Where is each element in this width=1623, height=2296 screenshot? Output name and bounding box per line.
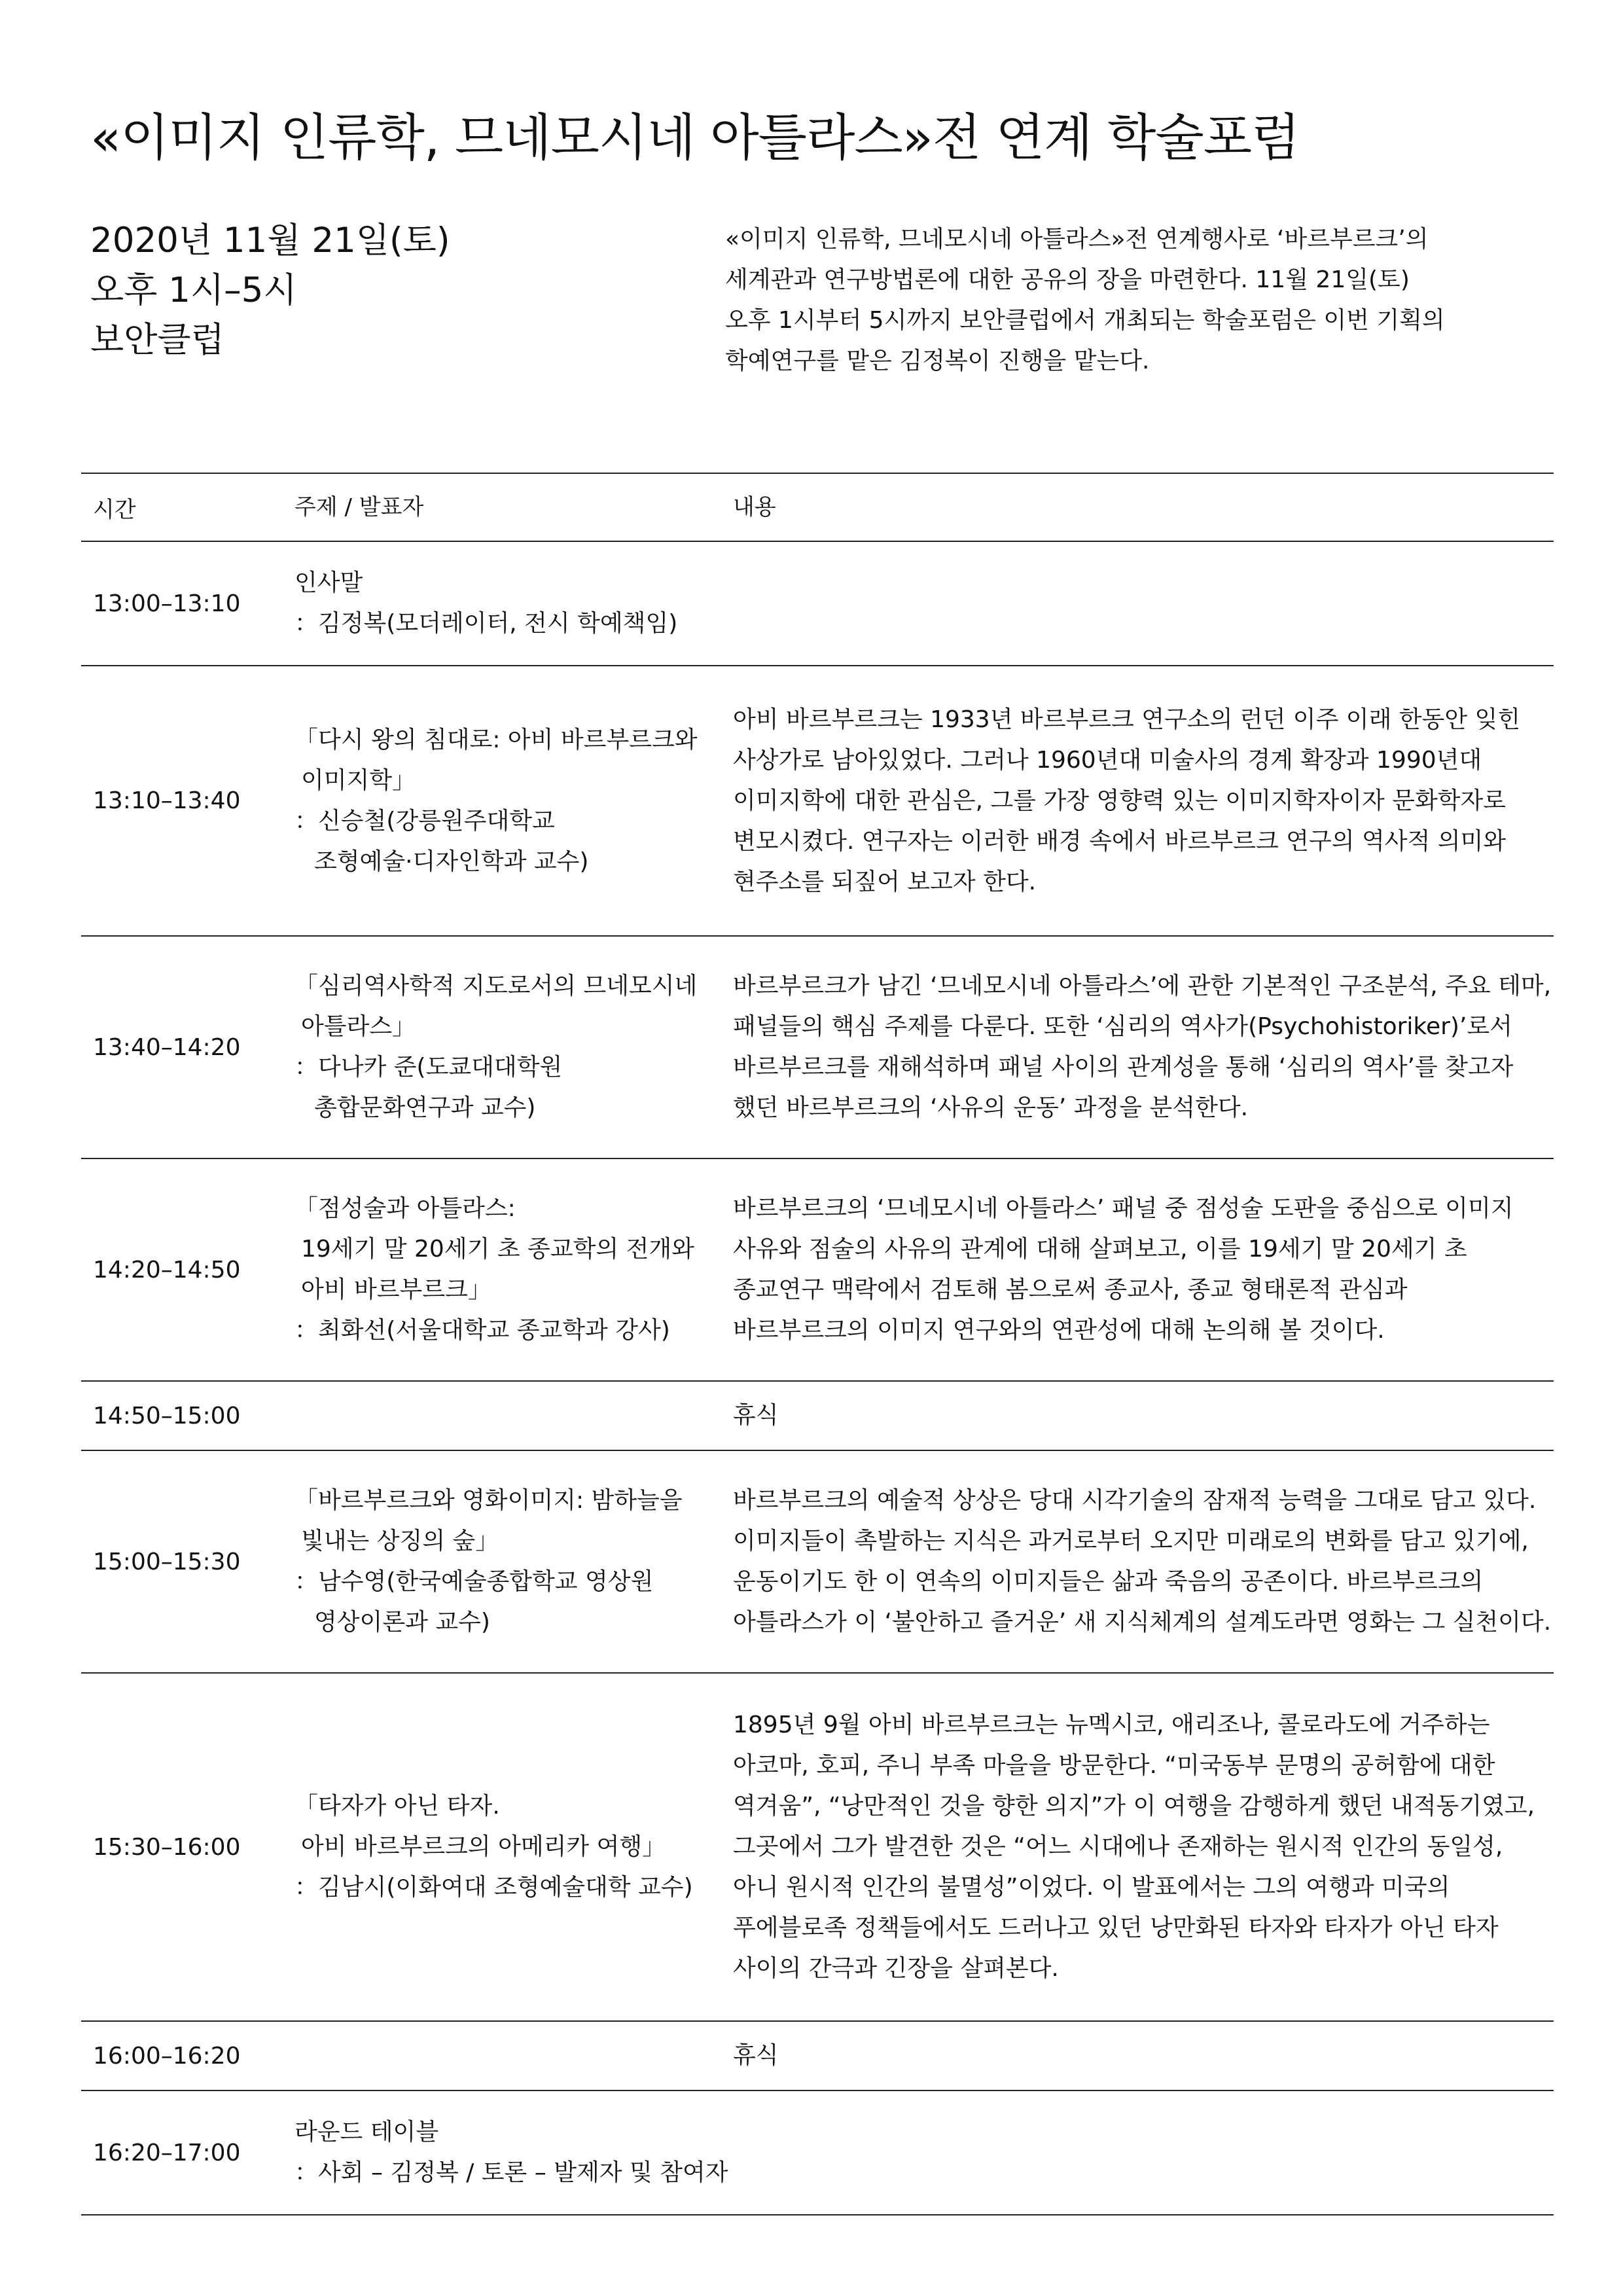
topic-title: 아비 바르부르크의 아메리카 여행」 xyxy=(301,1833,666,1860)
row-topic xyxy=(294,2112,733,2193)
header-content: 내용 xyxy=(733,494,776,520)
content-line: 아코마, 호피, 주니 부족 마을을 방문한다. “미국동부 문명의 공허함에 대한 xyxy=(733,1752,1495,1779)
topic-title: 라운드 테이블 xyxy=(294,2119,439,2145)
row-topic xyxy=(294,1480,733,1643)
page-title: «이미지 인류학, 므네모시네 아틀라스»전 연계 학술포럼 xyxy=(90,109,1300,168)
intro-line: 오후 1시부터 5시까지 보안클럽에서 개최되는 학술포럼은 이번 기획의 xyxy=(725,307,1445,334)
row-time: 16:00–16:20 xyxy=(93,2042,241,2070)
topic-speaker: 총합문화연구과 교수) xyxy=(314,1094,536,1121)
content-line: 현주소를 되짚어 보고자 한다. xyxy=(733,868,1037,895)
content-line: 사이의 간극과 긴장을 살펴본다. xyxy=(733,1955,1059,1982)
content-line: 아니 원시적 인간의 불멸성”이었다. 이 발표에서는 그의 여행과 미국의 xyxy=(733,1874,1450,1901)
schedule-row xyxy=(81,937,1554,1159)
intro-line: 학예연구를 맡은 김정복이 진행을 맡는다. xyxy=(725,348,1150,374)
content-line: 아틀라스가 이 ‘불안하고 즐거운’ 새 지식체계의 설계도라면 영화는 그 실천이다. xyxy=(733,1609,1552,1636)
schedule-row xyxy=(81,1159,1554,1382)
event-date: 2020년 11월 21일(토) xyxy=(90,221,450,260)
row-topic xyxy=(294,720,733,882)
row-topic xyxy=(294,966,733,1128)
content-line: 바르부르크의 ‘므네모시네 아틀라스’ 패널 중 점성술 도판을 중심으로 이미지 xyxy=(733,1195,1514,1222)
content-line: 푸에블로족 정책들에서도 드러나고 있던 낭만화된 타자와 타자가 아닌 타자 xyxy=(733,1914,1499,1941)
topic-speaker: 영상이론과 교수) xyxy=(314,1609,490,1636)
topic-title: 인사말 xyxy=(294,569,363,596)
topic-title: 19세기 말 20세기 초 종교학의 전개와 xyxy=(301,1236,694,1263)
content-line: 사상가로 남아있었다. 그러나 1960년대 미술사의 경계 확장과 1990년대 xyxy=(733,746,1482,774)
row-content xyxy=(733,1705,1554,1989)
content-line: 아비 바르부르크는 1933년 바르부르크 연구소의 런던 이주 이래 한동안 잊힌 xyxy=(733,706,1521,733)
schedule-row xyxy=(81,2091,1554,2215)
content-line: 바르부르크가 남긴 ‘므네모시네 아틀라스’에 관한 기본적인 구조분석, 주요 테마, xyxy=(733,973,1552,999)
row-time: 13:40–14:20 xyxy=(93,1033,241,1061)
schedule-header-row xyxy=(81,474,1554,542)
topic-speaker: 조형예술·디자인학과 교수) xyxy=(314,848,589,875)
topic-speaker: ：남수영(한국예술종합학교 영상원 xyxy=(294,1568,654,1595)
row-content xyxy=(733,700,1554,903)
content-line: 바르부르크의 이미지 연구와의 연관성에 대해 논의해 볼 것이다. xyxy=(733,1317,1385,1344)
topic-speaker: ：신승철(강릉원주대학교 xyxy=(294,807,555,834)
row-time: 15:30–16:00 xyxy=(93,1833,241,1861)
topic-title: 「바르부르크와 영화이미지: 밤하늘을 xyxy=(294,1487,683,1514)
content-line: 역겨움”, “낭만적인 것을 향한 의지”가 이 여행을 감행하게 했던 내적동기였고, xyxy=(733,1793,1535,1820)
row-content xyxy=(733,2036,1554,2076)
header-time: 시간 xyxy=(93,496,136,523)
schedule-row xyxy=(81,666,1554,937)
row-time: 16:20–17:00 xyxy=(93,2139,241,2166)
topic-speaker: ：김정복(모더레이터, 전시 학예책임) xyxy=(294,610,678,637)
topic-title: 「심리역사학적 지도로서의 므네모시네 xyxy=(294,973,698,999)
schedule-row xyxy=(81,2022,1554,2091)
intro-line: 세계관과 연구방법론에 대한 공유의 장을 마련한다. 11월 21일(토) xyxy=(725,266,1410,293)
event-venue: 보안클럽 xyxy=(90,320,224,360)
row-time: 13:10–13:40 xyxy=(93,787,241,814)
schedule-row xyxy=(81,1451,1554,1674)
header-topic: 주제 / 발표자 xyxy=(294,494,424,520)
row-time: 14:50–15:00 xyxy=(93,1402,241,1429)
schedule-table xyxy=(81,473,1554,2215)
schedule-row xyxy=(81,1382,1554,1451)
row-time: 15:00–15:30 xyxy=(93,1548,241,1575)
content-line: 1895년 9월 아비 바르부르크는 뉴멕시코, 애리조나, 콜로라도에 거주하는 xyxy=(733,1712,1490,1738)
row-topic xyxy=(294,1786,733,1908)
event-time: 오후 1시–5시 xyxy=(90,270,297,310)
event-info xyxy=(90,216,679,365)
row-content xyxy=(733,1395,1554,1436)
content-line: 종교연구 맥락에서 검토해 봄으로써 종교사, 종교 형태론적 관심과 xyxy=(733,1276,1408,1303)
row-topic xyxy=(294,563,733,644)
content-line: 사유와 점술의 사유의 관계에 대해 살펴보고, 이를 19세기 말 20세기 초 xyxy=(733,1236,1467,1263)
content-line: 운동이기도 한 이 연속의 이미지들은 삶과 죽음의 공존이다. 바르부르크의 xyxy=(733,1568,1484,1595)
intro-paragraph xyxy=(725,219,1569,382)
content-line: 그곳에서 그가 발견한 것은 “어느 시대에나 존재하는 원시적 인간의 동일성, xyxy=(733,1833,1503,1860)
row-time: 14:20–14:50 xyxy=(93,1256,241,1283)
content-line: 했던 바르부르크의 ‘사유의 운동’ 과정을 분석한다. xyxy=(733,1094,1249,1121)
break-label: 휴식 xyxy=(733,2042,779,2069)
topic-title: 「점성술과 아틀라스: xyxy=(294,1195,516,1222)
schedule-row xyxy=(81,542,1554,666)
schedule-row xyxy=(81,1674,1554,2022)
row-time: 13:00–13:10 xyxy=(93,590,241,617)
topic-speaker: ：다나카 준(도쿄대대학원 xyxy=(294,1054,563,1081)
topic-speaker: ：사회 – 김정복 / 토론 – 발제자 및 참여자 xyxy=(294,2159,728,2186)
content-line: 이미지학에 대한 관심은, 그를 가장 영향력 있는 이미지학자이자 문화학자로 xyxy=(733,787,1507,814)
topic-speaker: ：최화선(서울대학교 종교학과 강사) xyxy=(294,1317,670,1344)
topic-title: 아비 바르부르크」 xyxy=(301,1276,491,1303)
topic-title: 빛내는 상징의 숲」 xyxy=(301,1528,499,1554)
row-content xyxy=(733,1480,1554,1643)
content-line: 이미지들이 촉발하는 지식은 과거로부터 오지만 미래로의 변화를 담고 있기에, xyxy=(733,1528,1529,1554)
topic-title: 「타자가 아닌 타자. xyxy=(294,1793,500,1820)
row-content xyxy=(733,1189,1554,1351)
content-line: 바르부르크를 재해석하며 패널 사이의 관계성을 통해 ‘심리의 역사’를 찾고자 xyxy=(733,1054,1514,1081)
content-line: 바르부르크의 예술적 상상은 당대 시각기술의 잠재적 능력을 그대로 담고 있다. xyxy=(733,1487,1537,1514)
topic-speaker: ：김남시(이화여대 조형예술대학 교수) xyxy=(294,1874,693,1901)
content-line: 패널들의 핵심 주제를 다룬다. 또한 ‘심리의 역사가(Psychohistoriker)’로서 xyxy=(733,1013,1512,1040)
break-label: 휴식 xyxy=(733,1402,779,1429)
topic-title: 「다시 왕의 침대로: 아비 바르부르크와 xyxy=(294,726,698,753)
content-line: 변모시켰다. 연구자는 이러한 배경 속에서 바르부르크 연구의 역사적 의미와 xyxy=(733,827,1507,855)
row-topic xyxy=(294,1189,733,1351)
row-content xyxy=(733,966,1554,1128)
topic-title: 아틀라스」 xyxy=(301,1013,416,1040)
intro-line: «이미지 인류학, 므네모시네 아틀라스»전 연계행사로 ‘바르부르크’의 xyxy=(725,226,1429,253)
topic-title: 이미지학」 xyxy=(301,766,416,794)
